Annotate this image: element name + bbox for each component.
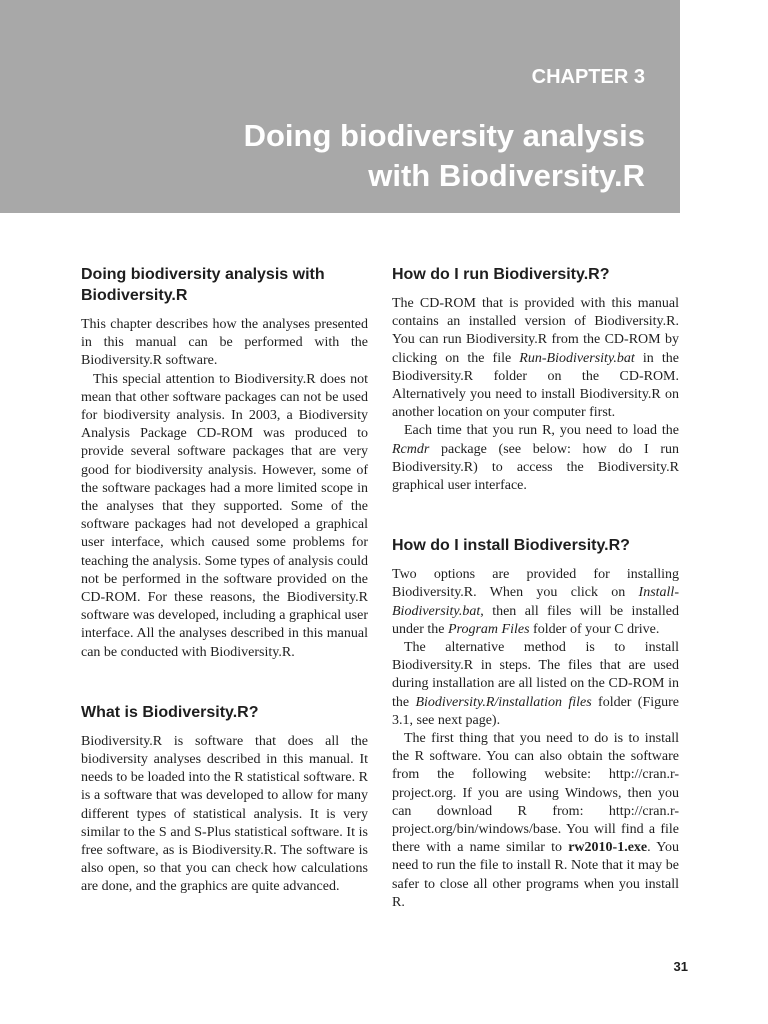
- chapter-label: CHAPTER 3: [531, 66, 645, 88]
- text-run: The alternative method is to install Biodiversity.R in steps. The files that are used during installation are all listed on the CD-ROM in the: [392, 640, 679, 710]
- filename: rw2010-1.exe: [568, 840, 648, 856]
- heading-line-1: Doing biodiversity analysis with: [81, 266, 325, 283]
- chapter-title: [244, 116, 645, 196]
- paragraph: [392, 422, 679, 495]
- text-run: The first thing that you need to do is to install the R software. You can also obtain the software from the following website: http://cran.r-project.org. If you are using Windows, then you can download R from: http://cran.r-project.org/bin/windows/base. You will find a file there with a name similar to: [392, 731, 679, 856]
- package-name: Rcmdr: [392, 441, 430, 457]
- filename: Run-Biodiversity.bat: [519, 350, 635, 366]
- paragraph: Biodiversity.R is software that does all the biodiversity analyses described in this manual. It needs to be loaded into the R statistical software. R is a software that was developed to allow for many different types of statistical analysis. It is very similar to the S and S-Plus statistical software. It is free software, as is Biodiversity.R. The software is also open, so that you can check how calculations are done, and the graphics are quite advanced.: [81, 733, 368, 895]
- text-run: Two options are provided for installing Biodiversity.R. When you click on: [392, 567, 679, 601]
- folder-name: Program Files: [447, 621, 530, 637]
- page-number: 31: [673, 959, 688, 974]
- paragraph: [392, 566, 679, 639]
- paragraph: This special attention to Biodiversity.R does not mean that other software packages can not be used for biodiversity analysis. In 2003, a Biodiversity Analysis Package CD-ROM was produced to provide several software packages that are very good for biodiversity analysis. However, some of the software packages had a more limited scope in the analyses that they supported. Some of the software packages had not developed a graphical user interface, which caused some problems for teaching the analysis. Some types of analysis could not be performed in the software provided on the CD-ROM. For these reasons, the Biodiversity.R software was developed, including a graphical user interface. All the analyses described in this manual can be conducted with Biodiversity.R.: [81, 371, 368, 660]
- chapter-title-line-1: Doing biodiversity analysis: [243, 118, 645, 153]
- paragraph: [392, 730, 679, 912]
- section-heading-doing-analysis: [81, 264, 368, 306]
- text-run: The CD-ROM that is provided with this manual contains an installed version of Biodiversity.R. You can run Biodiversity.R from the CD-ROM by clicking on the file: [392, 296, 679, 366]
- text-run: Each time that you run R, you need to load the: [404, 423, 679, 439]
- left-column: [81, 264, 368, 897]
- section-heading-what-is: What is Biodiversity.R?: [81, 703, 259, 721]
- paragraph: This chapter describes how the analyses presented in this manual can be performed with the Biodiversity.R software.: [81, 317, 368, 369]
- heading-line-2: Biodiversity.R: [81, 287, 188, 304]
- section-heading-how-run: How do I run Biodiversity.R?: [392, 266, 610, 283]
- folder-name: Biodiversity.R/installation files: [415, 694, 592, 710]
- chapter-title-line-2: with Biodiversity.R: [368, 158, 645, 193]
- filename: Install-Biodiversity.bat: [392, 585, 679, 619]
- section-heading-how-install: How do I install Biodiversity.R?: [392, 537, 630, 555]
- paragraph: [392, 639, 679, 730]
- text-run: folder (Figure 3.1, see next page).: [392, 694, 679, 728]
- paragraph: [392, 295, 679, 422]
- text-run: , then all files will be installed under the: [392, 603, 679, 637]
- text-run: package (see below: how do I run Biodiversity.R) to access the Biodiversity.R graphical user interface.: [392, 441, 679, 494]
- chapter-banner: [0, 0, 680, 213]
- text-run: . You need to run the file to install R. Note that it may be safer to close all other programs when you install R.: [392, 840, 679, 910]
- text-run: folder of your C drive.: [529, 621, 660, 637]
- right-column: [392, 264, 679, 912]
- text-run: in the Biodiversity.R folder on the CD-ROM. Alternatively you need to install Biodiversity.R on another location on your computer first.: [392, 350, 679, 421]
